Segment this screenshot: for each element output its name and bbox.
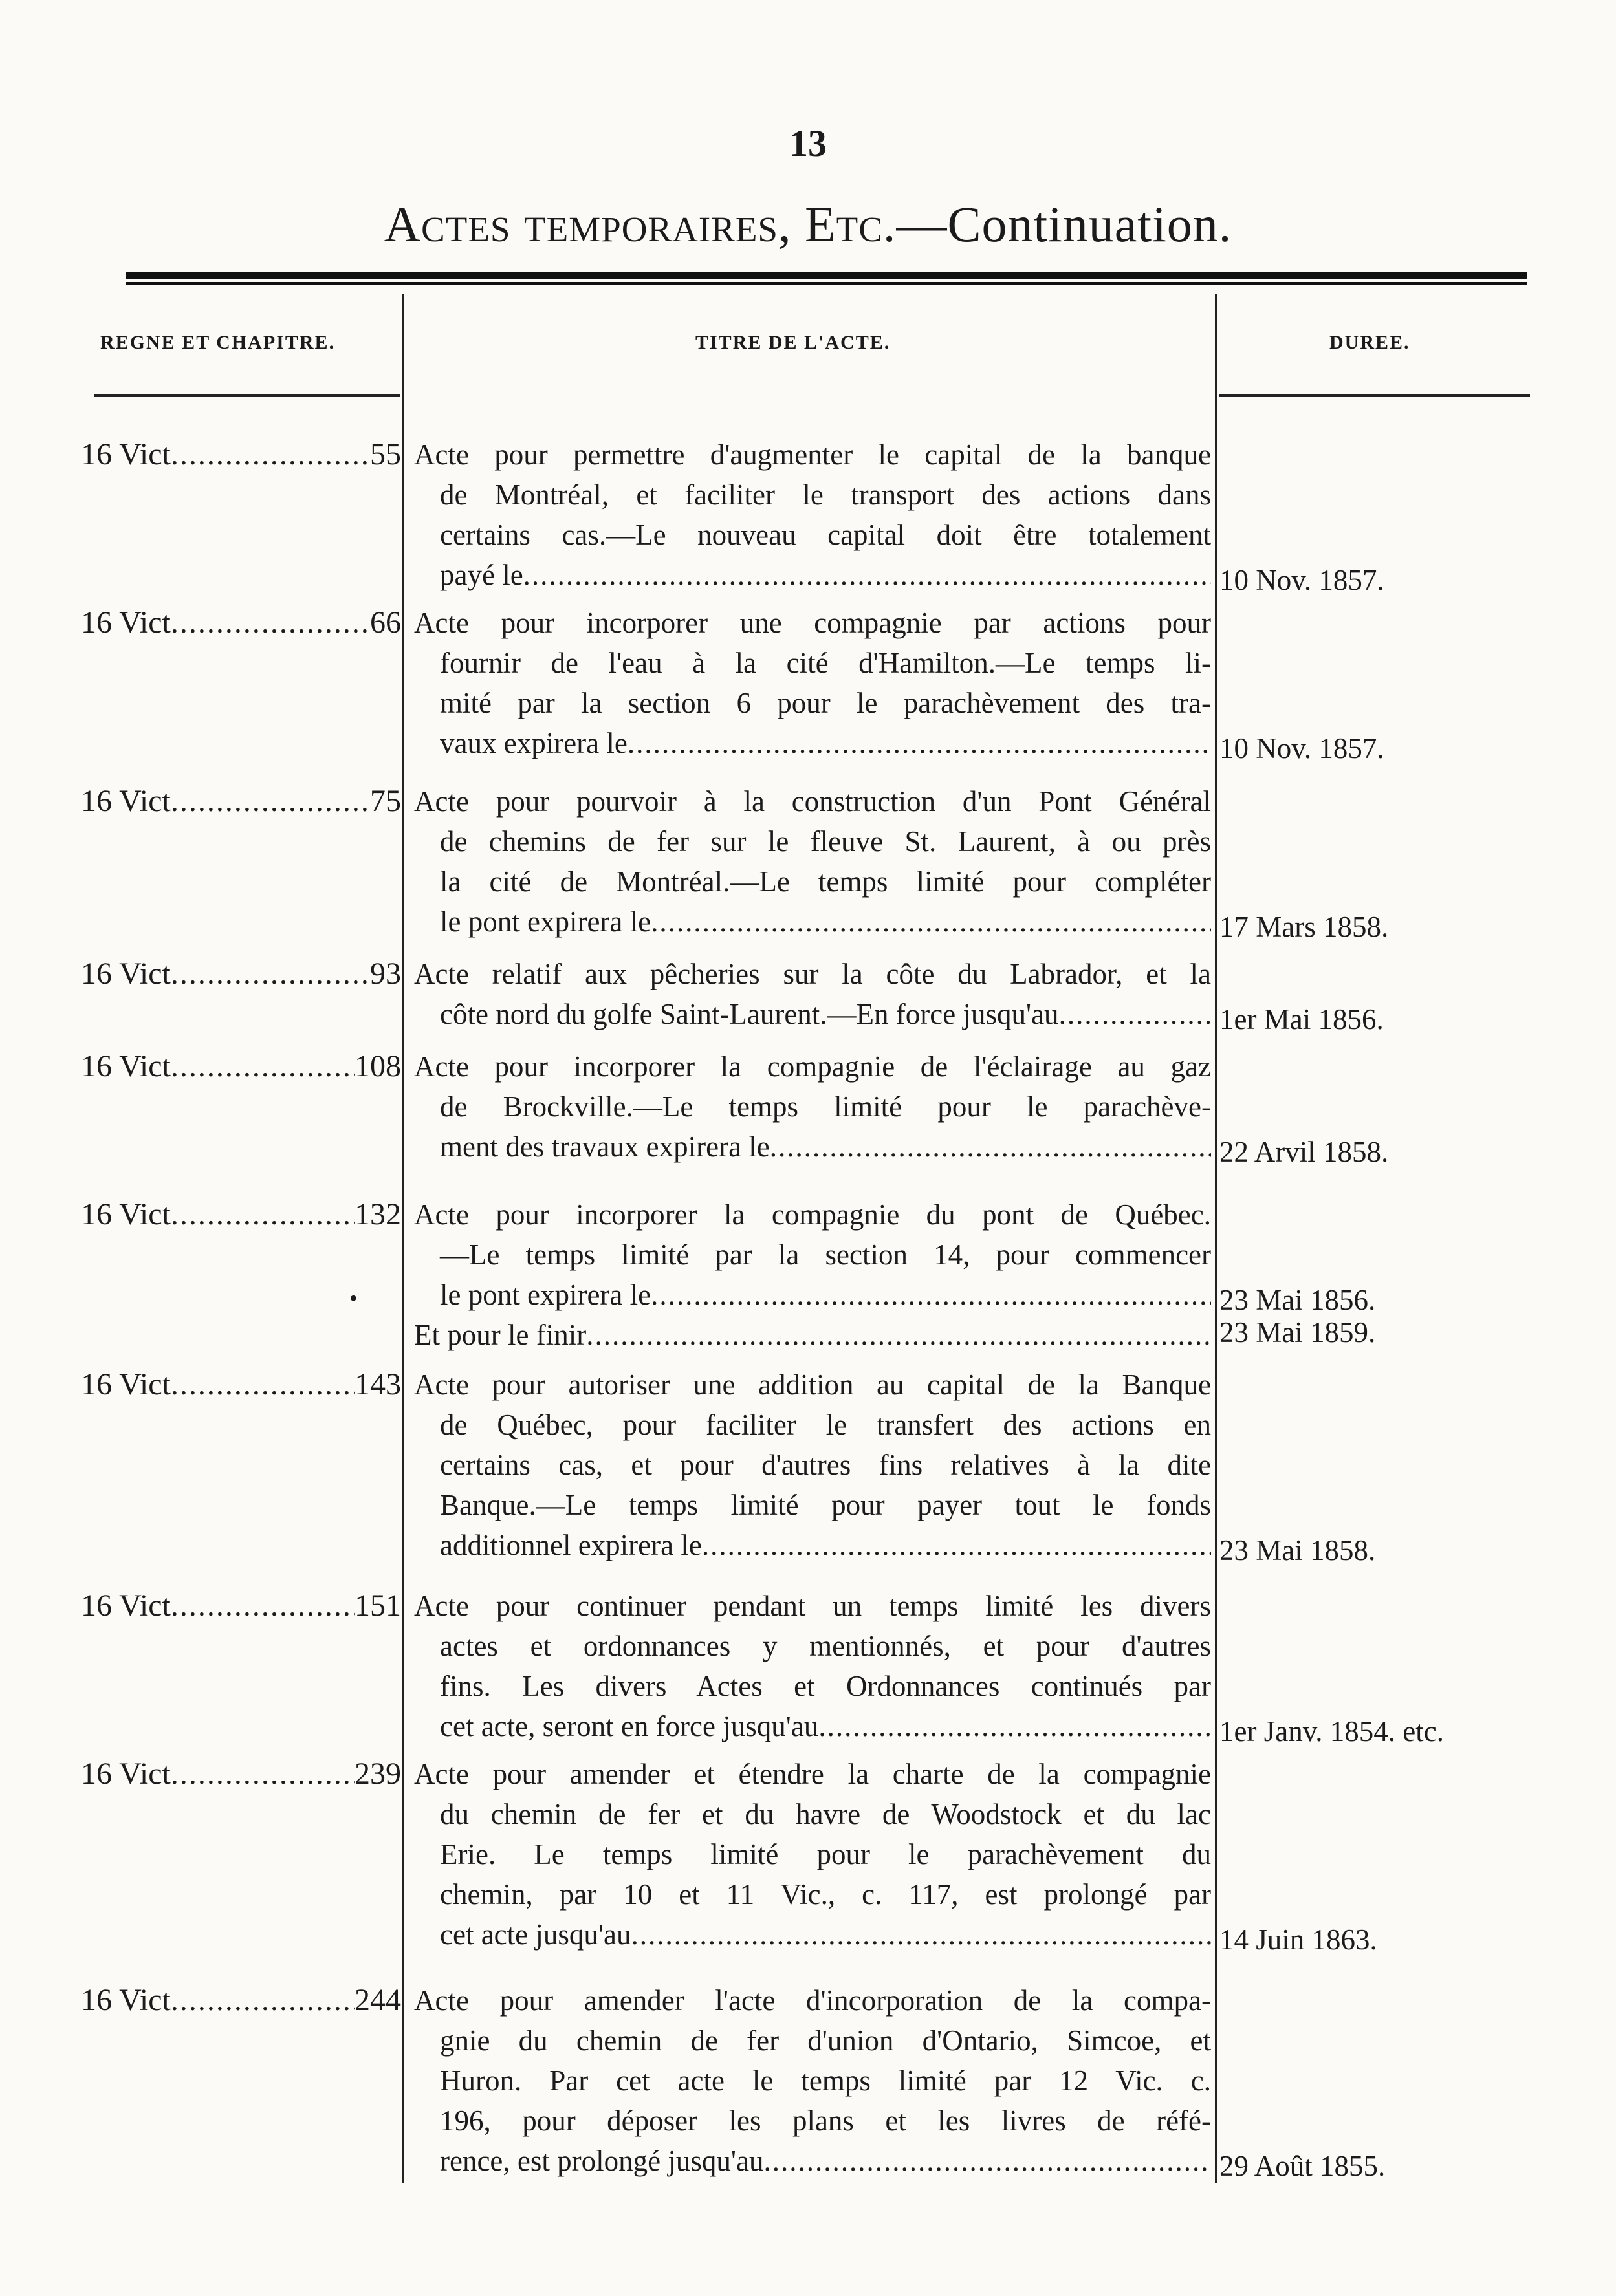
duree: 14 Juin 1863. [1219, 1923, 1377, 1956]
act-title-line [440, 902, 1211, 942]
page-title [0, 195, 1616, 254]
leader-dots [763, 2141, 1211, 2181]
regne-chapitre [81, 1046, 401, 1087]
leader-dots [171, 1195, 355, 1235]
duree: 17 Mars 1858. [1219, 911, 1389, 943]
title-text: cet acte jusqu'au [440, 1918, 631, 1951]
act-title-line [440, 1127, 1211, 1167]
act-title-line: Acte pour incorporer la compagnie de l'éclairage au gaz [414, 1050, 1211, 1083]
act-title-line: Acte pour permettre d'augmenter le capital de la banque [414, 439, 1211, 471]
regne-chapitre [81, 1195, 401, 1235]
regne: 16 Vict [81, 605, 171, 640]
act-title-line [440, 1914, 1211, 1955]
title-text: payé le [440, 559, 523, 591]
act-title-line: fournir de l'eau à la cité d'Hamilton.—Le temps li- [440, 647, 1211, 679]
act-title-line: mité par la section 6 pour le parachèvement des tra- [440, 687, 1211, 719]
duree: 22 Arvil 1858. [1219, 1136, 1389, 1168]
duree: 29 Août 1855. [1219, 2150, 1386, 2182]
duree: 10 Nov. 1857. [1219, 732, 1384, 764]
top-rule-thin [126, 282, 1527, 285]
title-main: Actes temporaires, Etc. [384, 196, 897, 252]
act-title-line: Acte pour incorporer la compagnie du pont de Québec. [414, 1198, 1211, 1231]
title-text: côte nord du golfe Saint-Laurent.—En force jusqu'au [440, 998, 1059, 1030]
leader-dots [171, 1586, 355, 1626]
chapitre: 93 [370, 957, 401, 991]
regne-chapitre [81, 1980, 401, 2020]
duree: 23 Mai 1856. [1219, 1284, 1376, 1316]
leader-dots [818, 1706, 1211, 1746]
act-title-line: Acte relatif aux pêcheries sur la côte du Labrador, et la [414, 958, 1211, 990]
act-title-line: Acte pour amender l'acte d'incorporation de la compa- [414, 1984, 1211, 2017]
chapitre: 108 [355, 1049, 401, 1083]
act-title-line: actes et ordonnances y mentionnés, et pour d'autres [440, 1630, 1211, 1662]
regne-chapitre [81, 1365, 401, 1405]
act-title-line: de chemins de fer sur le fleuve St. Laurent, à ou près [440, 825, 1211, 858]
act-title-line: gnie du chemin de fer d'union d'Ontario, Simcoe, et [440, 2024, 1211, 2057]
act-title-line [440, 1706, 1211, 1746]
act-title-line [440, 555, 1211, 595]
act-title-line: de Montréal, et faciliter le transport des actions dans [440, 479, 1211, 511]
title-text: le pont expirera le [440, 1279, 651, 1311]
leader-dots [171, 954, 370, 994]
leader-dots [770, 1127, 1211, 1167]
page-number: 13 [789, 122, 827, 164]
duree: 23 Mai 1858. [1219, 1534, 1376, 1566]
regne: 16 Vict [81, 1757, 171, 1791]
duree: 1er Janv. 1854. etc. [1219, 1715, 1444, 1748]
act-title-line [440, 723, 1211, 763]
act-title-line: Huron. Par cet acte le temps limité par 12 Vic. c. [440, 2064, 1211, 2097]
act-title-line: Acte pour incorporer une compagnie par actions pour [414, 607, 1211, 639]
regne: 16 Vict [81, 1367, 171, 1402]
act-title-line: de Brockville.—Le temps limité pour le parachève- [440, 1090, 1211, 1123]
title-text: ment des travaux expirera le [440, 1131, 770, 1163]
act-title-line: la cité de Montréal.—Le temps limité pour compléter [440, 865, 1211, 898]
regne: 16 Vict [81, 1588, 171, 1623]
act-title-line: fins. Les divers Actes et Ordonnances continués par [440, 1670, 1211, 1702]
leader-dots [171, 603, 370, 643]
chapitre: 143 [355, 1367, 401, 1402]
regne: 16 Vict [81, 437, 171, 471]
act-title-line: de Québec, pour faciliter le transfert des actions en [440, 1409, 1211, 1441]
act-title-line: Acte pour continuer pendant un temps limité les divers [414, 1590, 1211, 1622]
act-title-line: —Le temps limité par la section 14, pour commencer [440, 1239, 1211, 1271]
act-title-line [440, 2141, 1211, 2181]
act-title-line [414, 1315, 1211, 1355]
leader-dots [586, 1315, 1211, 1355]
chapitre: 75 [370, 784, 401, 818]
title-text: additionnel expirera le [440, 1529, 702, 1561]
leader-dots [171, 1365, 355, 1405]
regne: 16 Vict [81, 784, 171, 818]
header-rule-left [94, 394, 400, 397]
act-title-line: certains cas, et pour d'autres fins relatives à la dite [440, 1449, 1211, 1481]
leader-dots [651, 902, 1211, 942]
leader-dots [171, 435, 370, 475]
act-title-line [440, 1275, 1211, 1315]
regne-chapitre [81, 1586, 401, 1626]
act-title-line: Banque.—Le temps limité pour payer tout le fonds [440, 1489, 1211, 1521]
regne-chapitre [81, 781, 401, 821]
title-text: le pont expirera le [440, 905, 651, 938]
title-text: cet acte, seront en force jusqu'au [440, 1710, 819, 1742]
chapitre: 244 [355, 1983, 401, 2017]
leader-dots [171, 1980, 355, 2020]
regne: 16 Vict [81, 1983, 171, 2017]
header-titre: TITRE DE L'ACTE. [695, 332, 891, 353]
column-rule-left [402, 294, 404, 2183]
leader-dots [171, 781, 370, 821]
header-regne: REGNE ET CHAPITRE. [100, 332, 336, 353]
act-title-line: Acte pour autoriser une addition au capital de la Banque [414, 1369, 1211, 1401]
leader-dots [171, 1046, 355, 1087]
duree: 10 Nov. 1857. [1219, 564, 1384, 596]
act-title-line: Acte pour amender et étendre la charte de la compagnie [414, 1758, 1211, 1790]
title-continuation: —Continuation. [896, 196, 1232, 252]
leader-dots [1059, 994, 1211, 1034]
act-title-line: du chemin de fer et du havre de Woodstock et du lac [440, 1798, 1211, 1830]
regne-chapitre [81, 954, 401, 994]
act-title-line: Erie. Le temps limité pour le parachèvement du [440, 1838, 1211, 1870]
regne-chapitre [81, 1754, 401, 1794]
title-text: Et pour le finir [414, 1319, 587, 1351]
title-text: vaux expirera le [440, 727, 628, 759]
act-title-line: certains cas.—Le nouveau capital doit être totalement [440, 519, 1211, 551]
duree: 1er Mai 1856. [1219, 1003, 1384, 1035]
act-title-line: chemin, par 10 et 11 Vic., c. 117, est prolongé par [440, 1878, 1211, 1911]
regne: 16 Vict [81, 957, 171, 991]
leader-dots [651, 1275, 1211, 1315]
act-title-line [440, 1525, 1211, 1565]
regne: 16 Vict [81, 1197, 171, 1231]
regne-chapitre [81, 603, 401, 643]
regne-chapitre [81, 435, 401, 475]
leader-dots [171, 1754, 355, 1794]
chapitre: 239 [355, 1757, 401, 1791]
act-title-line: Acte pour pourvoir à la construction d'un Pont Général [414, 785, 1211, 818]
act-title-line: 196, pour déposer les plans et les livres de réfé- [440, 2105, 1211, 2137]
leader-dots [523, 555, 1211, 595]
leader-dots [702, 1525, 1211, 1565]
title-text: rence, est prolongé jusqu'au [440, 2145, 764, 2177]
chapitre: 151 [355, 1588, 401, 1623]
top-rule-thick [126, 272, 1527, 279]
regne: 16 Vict [81, 1049, 171, 1083]
chapitre: 132 [355, 1197, 401, 1231]
header-rule-right [1219, 394, 1530, 397]
column-rule-right [1215, 294, 1217, 2183]
leader-dots [628, 723, 1211, 763]
chapitre: 66 [370, 605, 401, 640]
duree-second: 23 Mai 1859. [1219, 1316, 1376, 1348]
bullet-mark: • [349, 1285, 358, 1311]
leader-dots [631, 1914, 1211, 1955]
act-title-line [440, 994, 1211, 1034]
header-duree: DUREE. [1329, 332, 1410, 353]
chapitre: 55 [370, 437, 401, 471]
